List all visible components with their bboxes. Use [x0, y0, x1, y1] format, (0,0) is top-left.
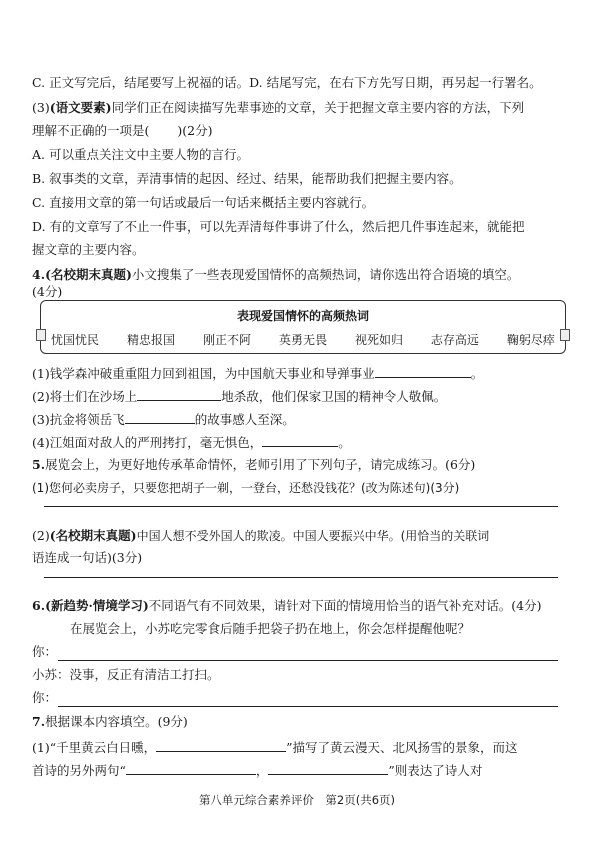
q5-p2-text: 中国人想不受外国人的欺凌。中国人要振兴中华。(用恰当的关联词 [136, 529, 490, 543]
hot-word: 英勇无畏 [278, 333, 327, 347]
q6-answer-line-1[interactable] [58, 660, 558, 661]
q5-text: 展览会上，为更好地传承革命情怀，老师引用了下列句子，请完成练习。(6分) [45, 457, 476, 472]
question-3-line2 [32, 122, 572, 140]
q6-number: 6. [32, 598, 46, 613]
hot-word: 志存高远 [430, 333, 479, 347]
question-4-line1 [32, 266, 572, 284]
hot-word: 视死如归 [354, 333, 403, 347]
q5-number: 5. [32, 457, 46, 472]
q4-s2-blank[interactable] [137, 386, 221, 401]
q3-text-b: 理解不正确的一项是( [32, 123, 150, 138]
q6-dialogue-su: 小苏：没事，反正有清洁工打扫。 [32, 667, 220, 682]
q4-s4-blank[interactable] [262, 432, 338, 447]
q5-part2-line1 [32, 527, 572, 545]
option-c: C. 直接用文章的第一句话或最后一句话来概括主要内容就行。 [32, 195, 375, 210]
option-d-line1: D. 有的文章写了不止一件事，可以先弄清每件事讲了什么，然后把几件事连起来，就能把 [32, 219, 525, 234]
q4-tag: (名校期末真题) [45, 267, 132, 282]
hot-words-list [51, 331, 555, 348]
option-c-d-line: C. 正文写完后，结尾要写上祝福的话。D. 结尾写完，在右下方先写日期，再另起一行署名。 [32, 75, 542, 90]
q7-l1-text: (1)“千里黄云白日曛， [32, 740, 157, 755]
q4-s2-text: (2)将士们在沙场上 [32, 389, 138, 404]
q7-line1 [32, 737, 572, 757]
question-3-line1 [32, 99, 572, 117]
q6-answer-line-2[interactable] [58, 706, 558, 707]
q6-dialogue-you-2: 你： [32, 690, 58, 705]
q7-line2 [32, 760, 572, 780]
q3-number: (3) [32, 100, 50, 115]
q4-number: 4. [32, 267, 46, 282]
q7-l2-text: 首诗的另外两句“ [32, 763, 126, 778]
q5-p1-answer-line[interactable] [44, 506, 558, 507]
q5-p1-text: (1)您何必卖房子，只要您把胡子一剃，一登台，还愁没钱花？(改为陈述句)(3分) [32, 481, 460, 495]
q4-s3-text: (3)抗金将领岳飞 [32, 412, 125, 427]
q5-part2-line2: 语连成一句话)(3分) [32, 550, 143, 565]
question-7-line [32, 713, 572, 731]
q6-text: 不同语气有不同效果，请针对下面的情境用恰当的语气补充对话。(4分) [148, 598, 542, 613]
q7-blank-1[interactable] [156, 737, 286, 752]
q4-text: 小文搜集了一些表现爱国情怀的高频热词，请你选出符合语境的填空。 [131, 267, 520, 282]
q4-score: (4分) [32, 284, 63, 299]
q5-p2-answer-line[interactable] [44, 577, 558, 578]
q5-p2-tag: (名校期末真题) [49, 528, 137, 543]
q3-text: 同学们正在阅读描写先辈事迹的文章，关于把握文章主要内容的方法，下列 [111, 100, 525, 115]
tape-left [36, 329, 46, 341]
q4-s3-blank[interactable] [125, 409, 195, 424]
q4-s2-end: 地杀敌，他们保家卫国的精神令人敬佩。 [221, 389, 447, 404]
option-d-line2: 握文章的主要内容。 [32, 242, 145, 257]
hot-words-box [40, 300, 566, 354]
hot-words-title: 表现爱国情怀的高频热词 [236, 309, 369, 323]
question-6-line [32, 597, 572, 615]
q4-s1-text: (1)钱学森冲破重重阻力回到祖国，为中国航天事业和导弹事业 [32, 366, 375, 381]
q7-blank-2[interactable] [126, 760, 256, 775]
hot-word: 精忠报国 [126, 333, 175, 347]
q4-sentence-2 [32, 386, 572, 406]
q3-tag: (语文要素) [49, 100, 112, 115]
page-footer: 第八单元综合素养评价 第2页(共6页) [198, 793, 396, 807]
q5-p2-number: (2) [32, 528, 50, 543]
option-a: A. 可以重点关注文中主要人物的言行。 [32, 147, 249, 162]
q4-s3-end: 的故事感人至深。 [194, 412, 295, 427]
q4-s4-text: (4)江姐面对敌人的严刑拷打，毫无惧色， [32, 435, 263, 450]
q7-l1-text-b: ”描写了黄云漫天、北风扬雪的景象，而这 [286, 740, 518, 755]
q7-l2-text-c: ”则表达了诗人对 [388, 763, 483, 778]
q7-text: 根据课本内容填空。(9分) [45, 714, 188, 729]
q4-sentence-1 [32, 363, 572, 383]
q4-s4-end: 。 [338, 435, 351, 450]
q4-s1-end: 。 [470, 366, 484, 381]
q5-part1 [32, 479, 572, 497]
q7-l2-comma: ， [255, 763, 269, 778]
q6-scene: 在展览会上，小苏吃完零食后随手把袋子扔在地上，你会怎样提醒他呢？ [70, 621, 471, 636]
hot-word: 鞠躬尽瘁 [506, 333, 555, 347]
hot-word: 忧国忧民 [51, 333, 100, 347]
tape-right [560, 329, 570, 341]
option-b: B. 叙事类的文章，弄清事情的起因、经过、结果，能帮助我们把握主要内容。 [32, 171, 462, 186]
q4-sentence-4 [32, 432, 572, 452]
q4-s1-blank[interactable] [375, 363, 471, 378]
q4-sentence-3 [32, 409, 572, 429]
q7-number: 7. [32, 714, 46, 729]
question-5-line [32, 456, 572, 474]
q7-blank-3[interactable] [268, 760, 388, 775]
hot-word: 刚正不阿 [202, 333, 251, 347]
q3-score: )(2分) [177, 123, 213, 138]
q6-dialogue-you-1: 你： [32, 644, 58, 659]
q6-tag: (新趋势·情境学习) [45, 598, 149, 613]
